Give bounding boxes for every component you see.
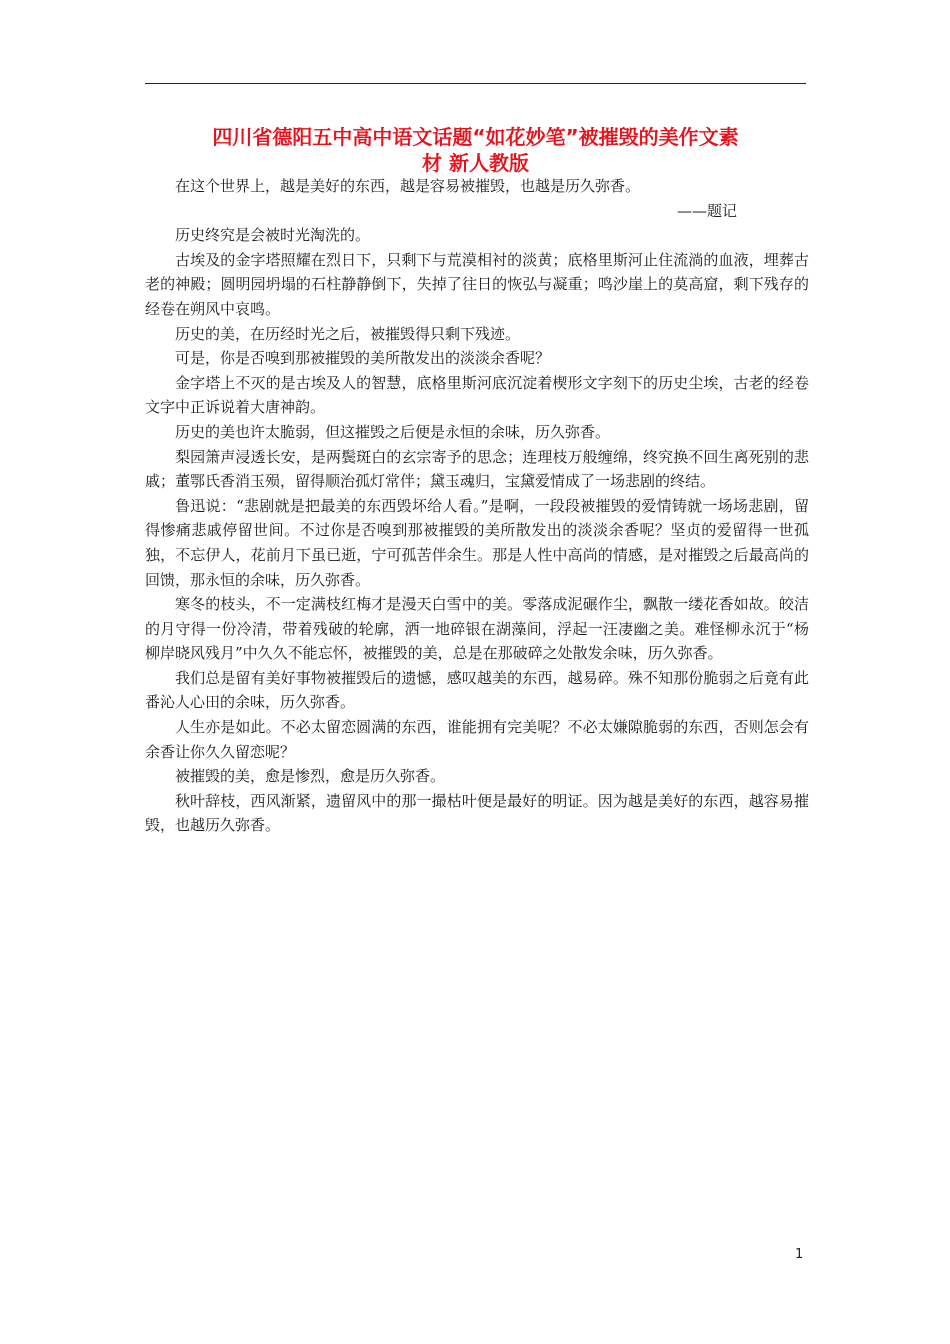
- paragraph: 人生亦是如此。不必太留恋圆满的东西，谁能拥有完美呢？不必太嫌隙脆弱的东西，否则怎会有余香让你久久留恋呢？: [145, 718, 809, 761]
- header-rule: [145, 83, 806, 84]
- paragraph: 历史的美也许太脆弱，但这摧毁之后便是永恒的余味，历久弥香。: [175, 422, 611, 441]
- paragraph: 被摧毁的美，愈是惨烈，愈是历久弥香。: [175, 767, 446, 786]
- document-body: [145, 174, 809, 838]
- paragraph: 鲁迅说：“悲剧就是把最美的东西毁坏给人看。”是啊，一段段被摧毁的爱情铸就一场场悲剧，留得惨痛悲戚停留世间。不过你是否嗅到那被摧毁的美所散发出的淡淡余香呢？坚贞的爱留得一世孤独，不忘伊人，花前月下虽已逝，宁可孤苦伴余生。那是人性中高尚的情感，是对摧毁之后最高尚的回馈，那永恒的余味，历久弥香。: [145, 496, 809, 589]
- paragraph: 历史终究是会被时光淘洗的。: [175, 226, 371, 245]
- epigraph-attribution: ——题记: [676, 201, 737, 220]
- paragraph: 寒冬的枝头，不一定满枝红梅才是漫天白雪中的美。零落成泥碾作尘，飘散一缕花香如故。皎洁的月守得一份冷清，带着残破的轮廓，洒一地碎银在湖藻间，浮起一汪凄幽之美。难怪柳永沉于“杨柳岸晓风残月”中久久不能忘怀，被摧毁的美，总是在那破碎之处散发余味，历久弥香。: [145, 595, 809, 663]
- paragraph: 金字塔上不灭的是古埃及人的智慧，底格里斯河底沉淀着楔形文字刻下的历史尘埃，古老的经卷文字中正诉说着大唐神韵。: [145, 373, 809, 417]
- paragraph: 历史的美，在历经时光之后，被摧毁得只剩下残迹。: [175, 324, 521, 343]
- paragraph: 梨园箫声浸透长安，是两鬓斑白的玄宗寄予的思念；连理枝万般缠绵，终究换不回生离死别的悲戚；董鄂氏香消玉殒，留得顺治孤灯常伴；黛玉魂归，宝黛爱情成了一场悲剧的终结。: [145, 447, 809, 491]
- paragraph: 秋叶辞枝，西风渐紧，遗留风中的那一撮枯叶便是最好的明证。因为越是美好的东西，越容易摧毁，也越历久弥香。: [145, 791, 809, 835]
- paragraph: 可是，你是否嗅到那被摧毁的美所散发出的淡淡余香呢？: [175, 349, 551, 368]
- epigraph: 在这个世界上，越是美好的东西，越是容易被摧毁，也越是历久弥香。: [175, 177, 641, 195]
- document-title: [145, 124, 806, 176]
- page-number: 1: [795, 1247, 804, 1262]
- paragraph: 我们总是留有美好事物被摧毁后的遗憾，感叹越美的东西，越易碎。殊不知那份脆弱之后竟有此番沁人心田的余味，历久弥香。: [145, 668, 809, 712]
- paragraph: 古埃及的金字塔照耀在烈日下，只剩下与荒漠相衬的淡黄；底格里斯河止住流淌的血液，埋葬古老的神殿；圆明园坍塌的石柱静静倒下，失掉了往日的恢弘与凝重；鸣沙崖上的莫高窟，剩下残存的经卷在朔风中哀鸣。: [145, 250, 809, 318]
- title-line-2: 材 新人教版: [422, 151, 529, 175]
- title-line-1: 四川省德阳五中高中语文话题“如花妙笔”被摧毁的美作文素: [212, 125, 739, 149]
